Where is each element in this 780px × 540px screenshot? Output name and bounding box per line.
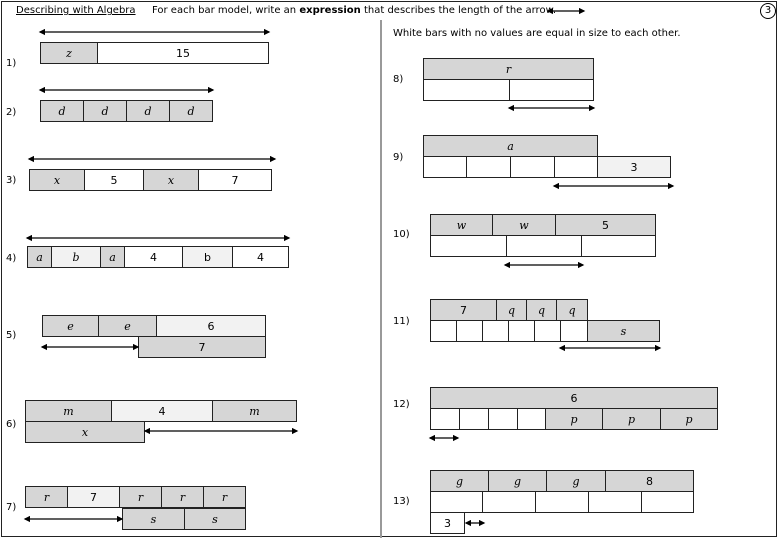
bar-segment: e [42, 315, 99, 337]
bar-segment: s [184, 508, 246, 530]
question-label-2: 2) [6, 107, 17, 118]
bar-segment: a [100, 246, 125, 268]
bar-segment: 3 [597, 156, 671, 178]
instruction-after: that describes the length of the arrow. [363, 5, 557, 16]
bar-segment: d [40, 100, 84, 122]
bar-segment: 8 [605, 470, 694, 492]
page-number: 3 [760, 3, 776, 19]
bar-segment: x [29, 169, 85, 191]
question-label-12: 12) [393, 399, 410, 410]
bar-segment: g [546, 470, 606, 492]
bar-segment: e [98, 315, 157, 337]
bar-segment: z [40, 42, 98, 64]
bar-segment: a [423, 135, 598, 157]
question-label-8: 8) [393, 74, 404, 85]
question-label-3: 3) [6, 175, 17, 186]
question-label-10: 10) [393, 229, 410, 240]
bar-segment: r [119, 486, 162, 508]
bar-segment: 3 [430, 512, 465, 534]
bar-segment: 6 [430, 387, 718, 409]
bar-segment: s [122, 508, 185, 530]
bar-segment: d [83, 100, 127, 122]
bar-segment: a [27, 246, 52, 268]
bar-segment: b [51, 246, 101, 268]
bar-segment: d [169, 100, 213, 122]
bar-segment: 7 [138, 336, 266, 358]
bar-segment: s [587, 320, 660, 342]
bar-segment: 4 [111, 400, 213, 422]
question-label-4: 4) [6, 253, 17, 264]
bar-segment: r [161, 486, 204, 508]
question-label-6: 6) [6, 419, 17, 430]
question-label-11: 11) [393, 316, 410, 327]
bar-segment: 4 [232, 246, 289, 268]
bar-segment: 5 [84, 169, 144, 191]
bar-segment: b [182, 246, 233, 268]
bar-segment: r [203, 486, 246, 508]
bar-segment: 15 [97, 42, 269, 64]
question-label-5: 5) [6, 330, 17, 341]
question-label-13: 13) [393, 496, 410, 507]
bar-segment: r [423, 58, 594, 80]
worksheet-title: Describing with Algebra [16, 5, 136, 16]
bar-segment: d [126, 100, 170, 122]
bar-segment: w [430, 214, 493, 236]
instruction-before: For each bar model, write an [152, 5, 297, 16]
bar-segment: 6 [156, 315, 266, 337]
bar-segment: g [430, 470, 489, 492]
bar-segment: x [25, 421, 145, 443]
instruction-bold: expression [299, 5, 361, 16]
bar-segment: 7 [430, 299, 497, 321]
bar-segment: 5 [555, 214, 656, 236]
bar-segment: m [25, 400, 112, 422]
question-label-1: 1) [6, 58, 17, 69]
bar-segment: p [545, 408, 603, 430]
bar-segment: g [488, 470, 547, 492]
bar-segment: m [212, 400, 297, 422]
bar-segment: q [526, 299, 557, 321]
bar-segment: r [25, 486, 68, 508]
bar-segment: p [660, 408, 718, 430]
bar-segment: 7 [67, 486, 120, 508]
bar-segment: 7 [198, 169, 272, 191]
bar-segment: 4 [124, 246, 183, 268]
bar-segment: q [556, 299, 588, 321]
question-label-7: 7) [6, 502, 17, 513]
bar-segment: q [496, 299, 527, 321]
bar-segment: x [143, 169, 199, 191]
bar-segment: w [492, 214, 556, 236]
question-label-9: 9) [393, 152, 404, 163]
equal-bars-note: White bars with no values are equal in size to each other. [393, 28, 681, 39]
bar-segment: p [602, 408, 661, 430]
